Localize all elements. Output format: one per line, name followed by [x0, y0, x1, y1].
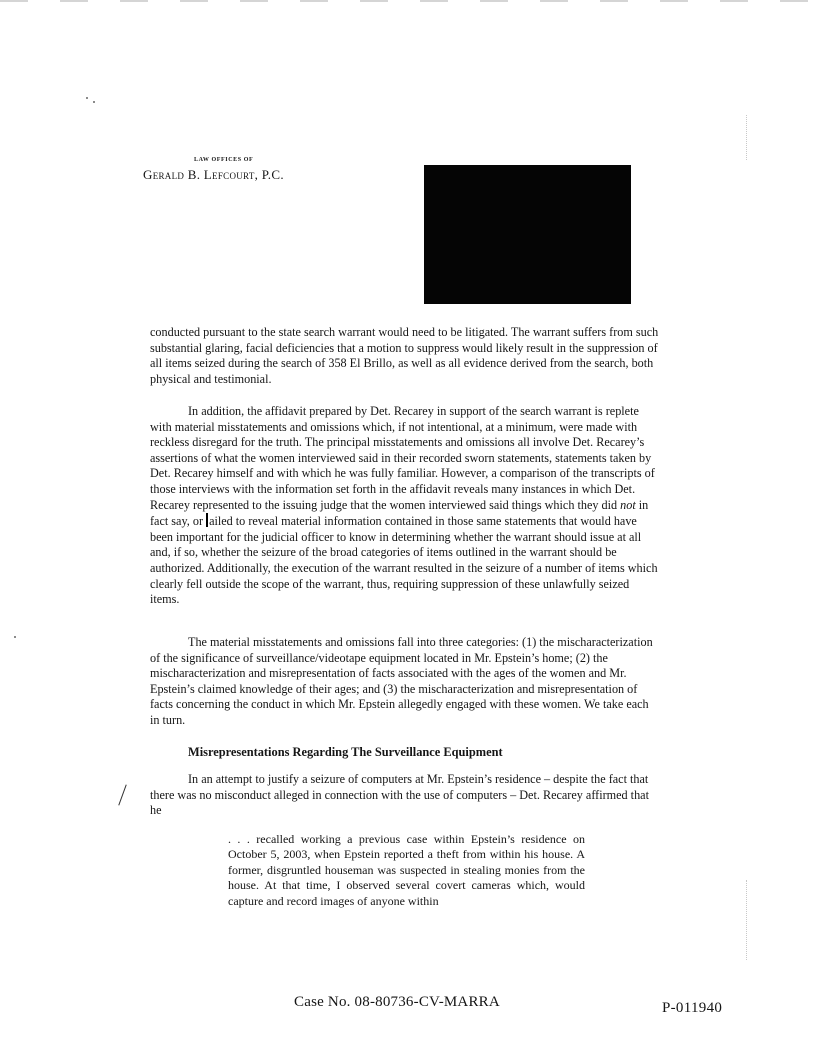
section-heading: Misrepresentations Regarding The Surveillance Equipment: [188, 745, 503, 759]
redaction-box: [424, 165, 631, 304]
letterhead-caption: LAW OFFICES OF: [194, 157, 254, 163]
paragraph-text: The material misstatements and omissions fall into three categories: (1) the mischaracterization of the significance of surveillance/videotape equipment located in Mr. Epstein’s home; (2) the mischaracterization and misrepresentation of facts associated with the ages of the women and Mr. Epstein’s claimed knowledge of their ages; and (3) the mischaracterization and misrepresentation of facts concerning the conduct in which Mr. Epstein allegedly engaged with these women. We take each in turn.: [150, 635, 653, 727]
paragraph-text-segment: In addition, the affidavit prepared by Det. Recarey in support of the search warrant is replete with material misstatements and omissions which, if not intentional, at a minimum, were made with reckless disregard for the truth. The principal misstatements and omissions all involve Det. Recarey’s assertions of what the women interviewed said in their recorded sworn statements, statements taken by Det. Recarey himself and with which he was fully familiar. However, a comparison of the transcripts of those interviews with the information set forth in the affidavit reveals many instances in which Det. Recarey represented to the issuing judge that the women interviewed said things which they did: [150, 404, 655, 512]
scan-edge-artifact: [0, 0, 817, 2]
paragraph-suppression: [150, 325, 660, 387]
paragraph-text: [150, 404, 660, 608]
margin-pen-mark: [118, 784, 126, 805]
paragraph-text-segment: ailed to reveal material information contained in those same statements that would have been important for the judicial officer to know in determining whether the warrant should issue at all and, if so, whether the seizure of the broad categories of items outlined in the warrant should be authorized. Additionally, the execution of the warrant resulted in the seizure of a number of items which clearly fell outside the scope of the warrant, thus, requiring suppression of these unlawfully seized items.: [150, 514, 658, 607]
text-cursor-mark: [206, 513, 208, 527]
paragraph-affidavit: [150, 404, 660, 608]
paragraph-text: conducted pursuant to the state search warrant would need to be litigated. The warrant suffers from such substantial glaring, facial deficiencies that a motion to suppress would likely result in the suppression of all items seized during the search of 358 El Brillo, as well as all evidence derived from the search, both physical and testimonial.: [150, 325, 659, 386]
scan-speck: [14, 636, 16, 638]
paragraph-text: In an attempt to justify a seizure of computers at Mr. Epstein’s residence – despite the fact that there was no misconduct alleged in connection with the use of computers – Det. Recarey affirmed that he: [150, 772, 649, 818]
letterhead-firm-name: Gerald B. Lefcourt, P.C.: [143, 167, 284, 182]
paragraph-computers: [150, 772, 660, 819]
paragraph-text-segment: in fact say, or: [150, 497, 649, 529]
footer-bates-number: P-011940: [662, 1000, 723, 1016]
scan-edge-artifact: [746, 115, 748, 160]
paragraph-categories: [150, 635, 660, 729]
emphasis-not: not: [620, 497, 636, 512]
scan-speck: [93, 101, 95, 103]
scan-speck: [86, 97, 88, 99]
scan-edge-artifact: [746, 880, 748, 960]
block-quote: . . . recalled working a previous case within Epstein’s residence on October 5, 2003, when Epstein reported a theft from within his house. A former, disgruntled houseman was suspected in stealing monies from the house. At that time, I observed several covert cameras which, would capture and record images of anyone within: [228, 832, 585, 908]
footer-case-number: Case No. 08-80736-CV-MARRA: [294, 994, 500, 1010]
